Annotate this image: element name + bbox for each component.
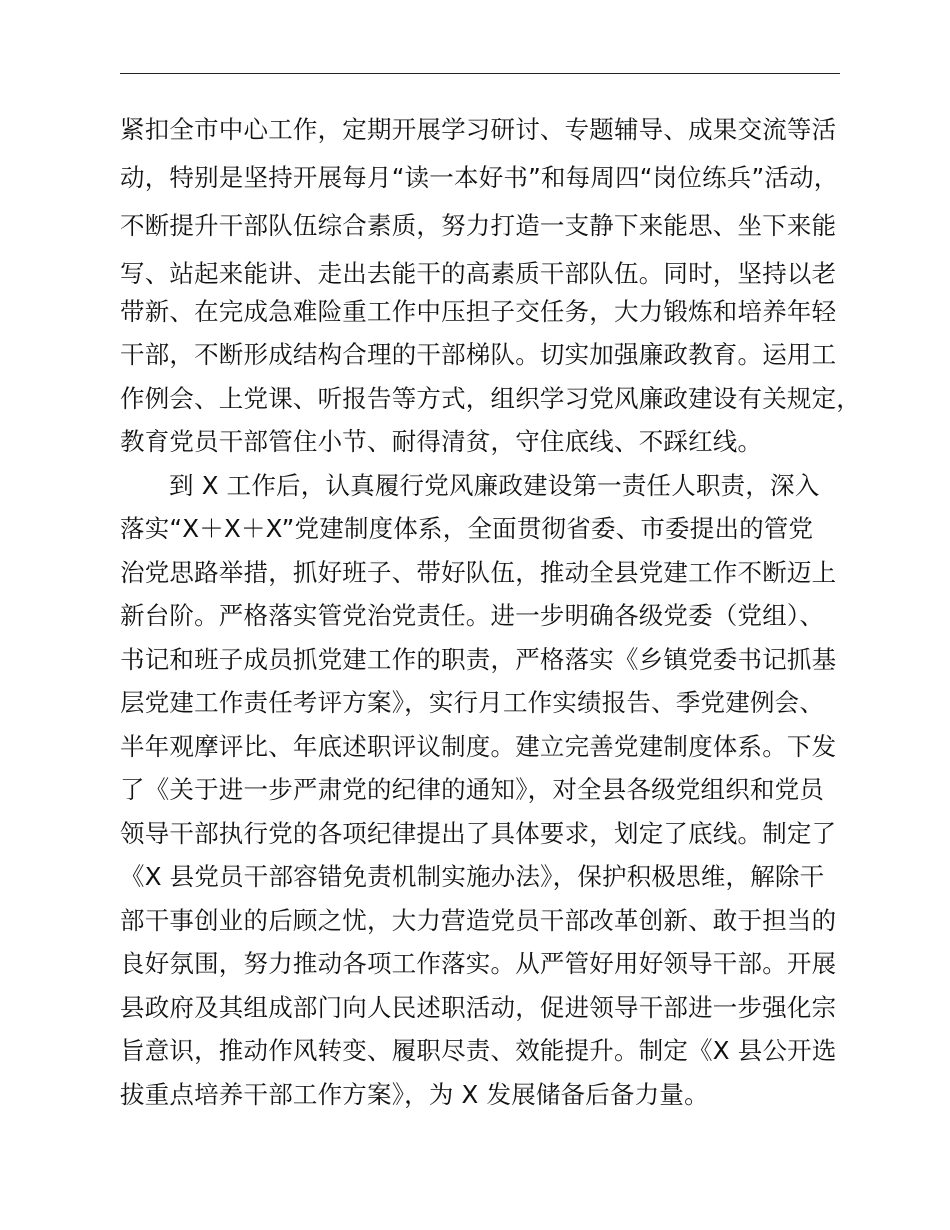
text-line-13: 书记和班子成员抓党建工作的职责，严格落实《乡镇党委书记抓基 <box>120 645 837 674</box>
header-rule <box>120 73 840 74</box>
text-line-15: 半年观摩评比、年底述职评议制度。建立完善党建制度体系。下发 <box>120 732 837 761</box>
text-line-6: 干部，不断形成结构合理的干部梯队。切实加强廉政教育。运用工 <box>120 340 837 369</box>
text-line-8: 教育党员干部管住小节、耐得清贫，守住底线、不踩红线。 <box>120 427 763 456</box>
text-line-19: 部干事创业的后顾之忧，大力营造党员干部改革创新、敢于担当的 <box>120 906 837 935</box>
text-line-23: 拔重点培养干部工作方案》，为 X 发展储备后备力量。 <box>120 1080 709 1109</box>
text-line-12: 新台阶。严格落实管党治党责任。进一步明确各级党委（党组）、 <box>120 601 825 630</box>
text-line-9: 到 X 工作后，认真履行党风廉政建设第一责任人职责，深入 <box>169 471 820 500</box>
text-line-22: 旨意识，推动作风转变、履职尽责、效能提升。制定《X 县公开选 <box>120 1036 837 1065</box>
text-line-20: 良好氛围，努力推动各项工作落实。从严管好用好领导干部。开展 <box>120 949 837 978</box>
text-line-3: 不断提升干部队伍综合素质，努力打造一支静下来能思、坐下来能 <box>120 211 837 240</box>
text-line-1: 紧扣全市中心工作，定期开展学习研讨、专题辅导、成果交流等活 <box>120 115 837 144</box>
text-line-16: 了《关于进一步严肃党的纪律的通知》，对全县各级党组织和党员 <box>120 775 825 804</box>
text-line-21: 县政府及其组成部门向人民述职活动，促进领导干部进一步强化宗 <box>120 993 837 1022</box>
text-line-14: 层党建工作责任考评方案》，实行月工作实绩报告、季党建例会、 <box>120 688 825 717</box>
text-line-11: 治党思路举措，抓好班子、带好队伍，推动全县党建工作不断迈上 <box>120 558 837 587</box>
text-line-7: 作例会、上党课、听报告等方式，组织学习党风廉政建设有关规定， <box>120 384 861 413</box>
text-line-5: 带新、在完成急难险重工作中压担子交任务，大力锻炼和培养年轻 <box>120 297 837 326</box>
text-line-18: 《X 县党员干部容错免责机制实施办法》，保护积极思维，解除干 <box>120 862 825 891</box>
text-line-10: 落实“X＋X＋X”党建制度体系，全面贯彻省委、市委提出的管党 <box>120 514 814 543</box>
text-line-17: 领导干部执行党的各项纪律提出了具体要求，划定了底线。制定了 <box>120 819 837 848</box>
text-line-2: 动，特别是坚持开展每月“读一本好书”和每周四“岗位练兵”活动， <box>120 163 839 192</box>
text-line-4: 写、站起来能讲、走出去能干的高素质干部队伍。同时，坚持以老 <box>120 259 837 288</box>
